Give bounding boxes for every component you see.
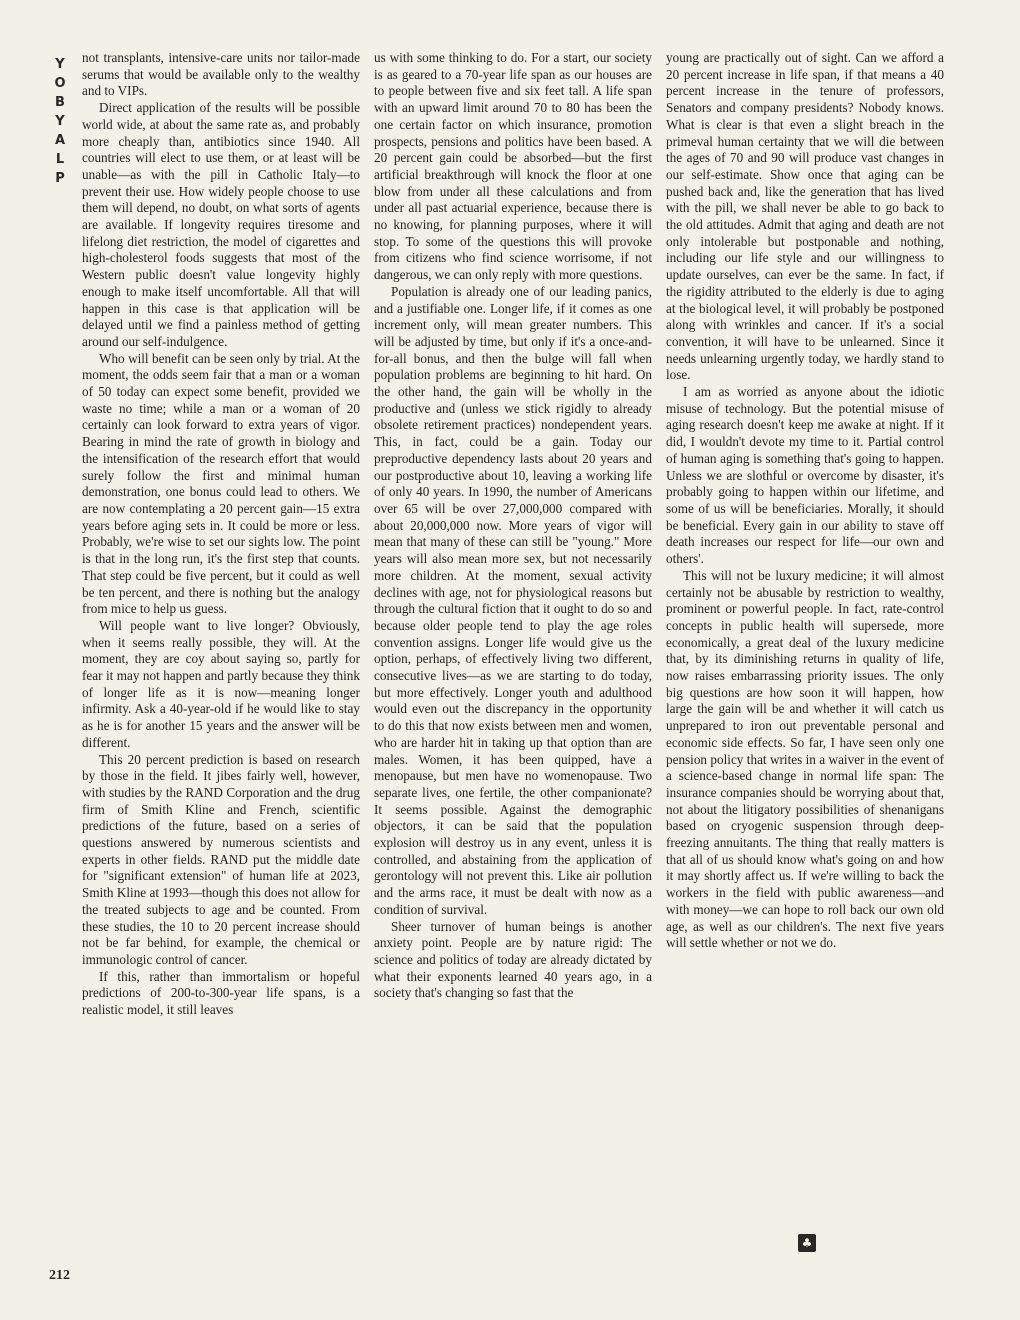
masthead-letter: P bbox=[55, 171, 65, 186]
paragraph: Who will benefit can be seen only by trial. At the moment, the odds seem fair that a man or a woman of 50 today can expect some benefit, provided we waste no time; while a man or a woman of 20 certainly can look forward to extra years of vigor. Bearing in mind the rate of growth in biology and the intensification of the research effort that would surely follow the first and minimal human demonstration, one bonus could lead to others. We are now contemplating a 20 percent gain—15 extra years before aging sets in. It could be more or less. Probably, we're wise to set our sights low. The point is that in the long run, it's the first step that counts. That step could be five percent, but it could as well be ten percent, and there is nothing but the analogy from mice to help us guess. bbox=[82, 350, 360, 617]
paragraph: This 20 percent prediction is based on research by those in the field. It jibes fairly well, however, with studies by the RAND Corporation and the drug firm of Smith Kline and French, scientific predictions of the future, based on a series of questions answered by numerous scientists and experts in other fields. RAND put the middle date for "significant extension" of human life at 2023, Smith Kline at 1993—though this does not allow for the treated subjects to age and be counted. From these studies, the 10 to 20 percent increase should not be far behind, for example, the chemical or immunologic control of cancer. bbox=[82, 751, 360, 967]
paragraph: Sheer turnover of human beings is another anxiety point. People are by nature rigid: The science and politics of today are already dictated by what their exponents learned 40 years ago, in a society that's changing so fast that the bbox=[374, 918, 652, 1001]
masthead-letter: B bbox=[55, 95, 65, 110]
end-mark-icon: ♣ bbox=[798, 1234, 816, 1252]
paragraph: Population is already one of our leading panics, and a justifiable one. Longer life, if it comes as one increment only, will mean greater numbers. This will be adjusted by time, but only if it's a once-and-for-all bonus, and then the bulge will fall when population problems are beginning to hit hard. On the other hand, the gain will be wholly in the productive and (unless we stick rigidly to already obsolete retirement practices) nondependent years. This, in fact, could be a gain. Today our preproductive dependency lasts about 20 years and our postproductive about 10, leaving a working life of only 40 years. In 1990, the number of Americans over 65 will be over 27,000,000 compared with about 20,000,000 now. More years of vigor will mean that many of these can still be "young." More years will also mean more sex, but not necessarily more children. At the moment, sexual activity declines with age, not for physiological reasons but through the cultural fiction that it ought to do so and because older people tend to play the age roles convention assigns. Longer life would give us the option, perhaps, of effectively living two different, consecutive lives—as we are starting to do today, but more effectively. Longer youth and adulthood would even out the discrepancy in the opportunity to do this that now exists between men and women, who are harder hit in taking up that option than are males. Women, it has been quipped, have a menopause, but men have no womenopause. Two separate lives, one fertile, the other companionate? It seems possible. Against the demographic objectors, it can be said that the population explosion will destroy us in any event, unless it is controlled, and abstaining from the application of gerontology will not prevent this. Like air pollution and the arms race, it must be dealt with now as a condition of survival. bbox=[374, 283, 652, 917]
paragraph: I am as worried as anyone about the idiotic misuse of technology. But the potential misuse of aging research doesn't keep me awake at night. If it did, I wouldn't devote my time to it. Partial control of human aging is something that's going to happen. Unless we are slothful or overcome by disaster, it's probably going to happen within our lifetime, and some of us will be beneficiaries. Morally, it should be beneficial. Every gain in our ability to stave off death increases our respect for life—our own and others'. bbox=[666, 384, 944, 567]
paragraph: Direct application of the results will be possible world wide, at about the same rate as, and probably more cheaply than, antibiotics since 1940. All countries will elect to use them, or at least will be unable—as with the pill in Catholic Italy—to prevent their use. How widely people choose to use them will depend, no doubt, on what sorts of agents are available. If longevity requires tiresome and lifelong diet restriction, the model of cigarettes and high-cholesterol foods suggests that most of the Western public doesn't value longevity highly enough to make itself uncomfortable. All that will happen in this case is that application will be delayed until we find a painless method of getting around our self-indulgence. bbox=[82, 100, 360, 349]
masthead-letter: A bbox=[54, 133, 66, 148]
masthead-letter: O bbox=[54, 76, 66, 91]
masthead-letter: L bbox=[55, 152, 65, 167]
paragraph: Will people want to live longer? Obviously, when it seems really possible, they will. At the moment, they are coy about saying so, partly for fear it may not happen and partly because they think of longer life as it is now—meaning longer infirmity. Ask a 40-year-old if he would like to stay as he is for another 15 years and the answer will be different. bbox=[82, 617, 360, 750]
column-3 bbox=[666, 50, 944, 952]
paragraph: If this, rather than immortalism or hopeful predictions of 200-to-300-year life spans, is a realistic model, it still leaves bbox=[82, 968, 360, 1018]
column-1 bbox=[82, 50, 360, 1019]
masthead-letter: Y bbox=[55, 57, 65, 72]
masthead-letter: Y bbox=[55, 114, 65, 129]
paragraph: not transplants, intensive-care units nor tailor-made serums that would be available only to the wealthy and to VIPs. bbox=[82, 50, 360, 99]
paragraph: us with some thinking to do. For a start, our society is as geared to a 70-year life span as our houses are to people between five and six feet tall. A life span with an upward limit around 70 to 80 has been the one certain factor on which insurance, promotion prospects, pensions and politics have been based. A 20 percent gain could be absorbed—but the first artificial breakthrough will knock the floor at one blow from under all these calculations and from under all past actuarial experience, because there is no knowing, for planning purposes, where it will stop. To some of the questions this will provoke from citizens who find science worrisome, if not dangerous, we can only reply with more questions. bbox=[374, 50, 652, 283]
paragraph: This will not be luxury medicine; it will almost certainly not be abusable by restriction to wealthy, prominent or powerful people. In fact, rate-control concepts in public health will supersede, more economically, a great deal of the luxury medicine that, by its diminishing returns in quality of life, now raises embarrassing priority issues. The only big questions are how soon it will happen, how large the gain will be and whether it will catch us unprepared to iron out preventable personal and economic side effects. So far, I have seen only one pension policy that writes in a waiver in the event of a science-based change in normal life span: The insurance companies should be worrying about that, not about the litigatory possibilities of shenanigans based on cryogenic suspension through deep-freezing annuitants. The thing that really matters is that all of us should know what's going on and how it may shortly affect us. If we're willing to back the workers in the field with public awareness—and with money—we can hope to roll back our own old age, as well as our children's. The next five years will settle whether or not we do. bbox=[666, 567, 944, 951]
page-number: 212 bbox=[49, 1268, 70, 1283]
paragraph: young are practically out of sight. Can we afford a 20 percent increase in life span, if that means a 40 percent increase in the tenure of professors, Senators and company presidents? Nobody knows. What is clear is that even a slight breach in the primeval human certainty that we will die between the ages of 70 and 90 will produce vast changes in our self-estimate. Show once that aging can be pushed back and, like the generation that has lived with the pill, we shall never be able to go back to the old attitudes. Admit that aging and death are not only intolerable but postponable and nothing, including our life style and our willingness to update ourselves, can ever be the same. In fact, if the rigidity attributed to the elderly is due to aging at the biological level, it will probably be postponed along with wrinkles and cancer. If it's a social convention, it will have to be unlearned. Since it needs unlearning urgently today, we hardly stand to lose. bbox=[666, 50, 944, 383]
masthead bbox=[49, 55, 71, 188]
column-2 bbox=[374, 50, 652, 1002]
